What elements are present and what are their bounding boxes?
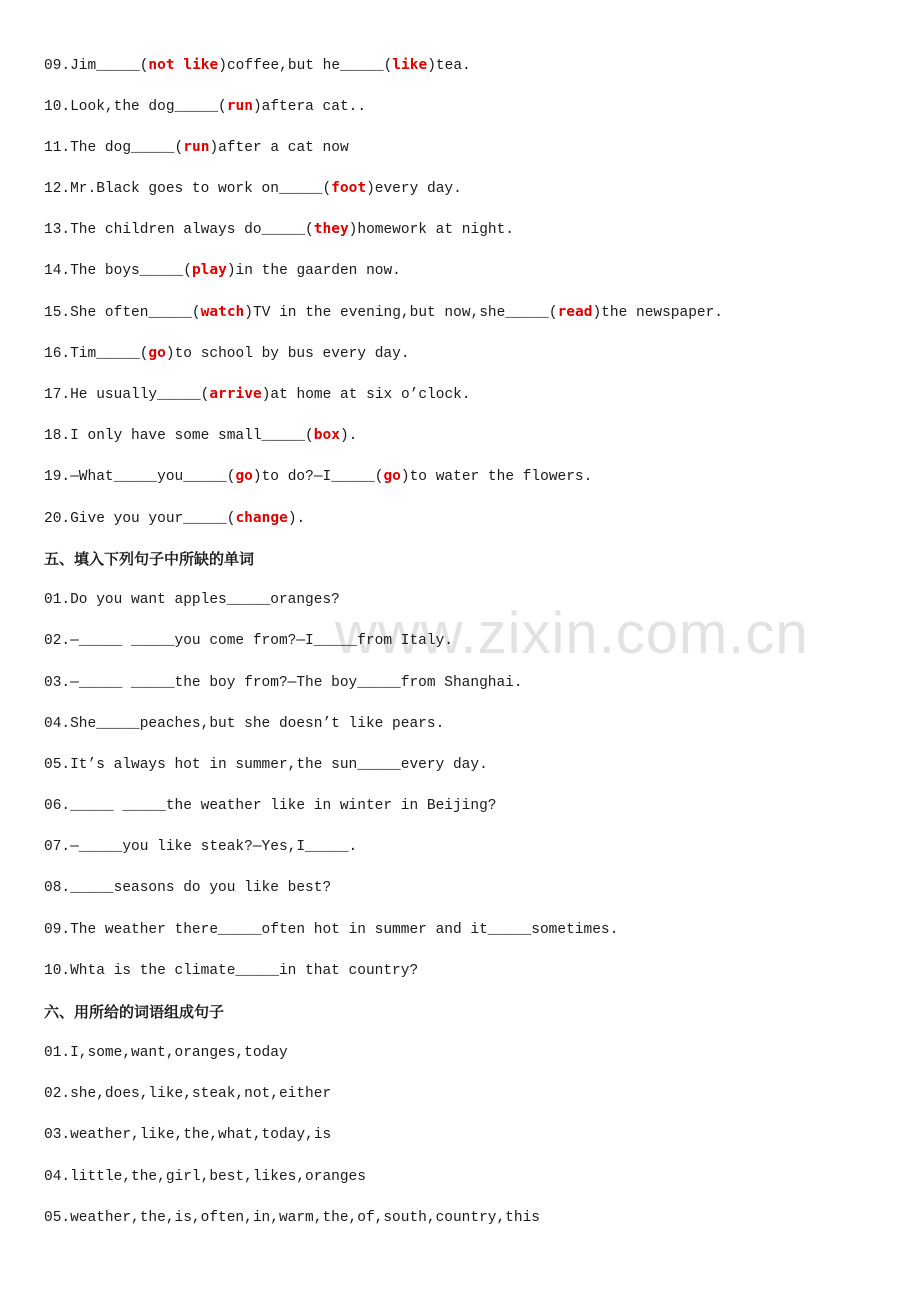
exercise-item: 04.She_____peaches,but she doesn’t like pears. xyxy=(44,716,445,732)
exercise-item: 15.She often_____(watch)TV in the evening,but now,she_____(read)the newspaper. xyxy=(44,304,724,321)
section-heading: 六、用所给的词语组成句子 xyxy=(44,1003,225,1021)
exercise-item: 10.Whta is the climate_____in that country? xyxy=(44,963,419,979)
exercise-item: 16.Tim_____(go)to school by bus every day. xyxy=(44,345,410,362)
exercise-item: 05.weather,the,is,often,in,warm,the,of,south,country,this xyxy=(44,1210,540,1226)
exercise-item: 18.I only have some small_____(box). xyxy=(44,427,358,444)
verb-hint: arrive xyxy=(209,386,262,402)
exercise-item: 01.Do you want apples_____oranges? xyxy=(44,592,340,608)
verb-hint: go xyxy=(148,345,166,361)
exercise-item: 10.Look,the dog_____(run)aftera cat.. xyxy=(44,98,367,115)
verb-hint: not like xyxy=(148,57,219,73)
watermark: www.zixin.com.cn xyxy=(335,601,809,666)
verb-hint: foot xyxy=(331,180,367,196)
exercise-item: 04.little,the,girl,best,likes,oranges xyxy=(44,1169,366,1185)
exercise-item: 12.Mr.Black goes to work on_____(foot)every day. xyxy=(44,180,462,197)
exercise-item: 09.Jim_____(not like)coffee,but he_____(like)tea. xyxy=(44,57,471,74)
exercise-item: 17.He usually_____(arrive)at home at six o’clock. xyxy=(44,386,471,403)
exercise-item: 03.weather,like,the,what,today,is xyxy=(44,1127,332,1143)
section-heading: 五、填入下列句子中所缺的单词 xyxy=(44,550,255,568)
exercise-item: 19.—What_____you_____(go)to do?—I_____(go)to water the flowers. xyxy=(44,468,593,485)
exercise-item: 20.Give you your_____(change). xyxy=(44,510,306,527)
verb-hint: play xyxy=(191,262,227,278)
verb-hint: run xyxy=(226,98,253,114)
exercise-item: 01.I,some,want,oranges,today xyxy=(44,1045,288,1061)
exercise-item: 05.It’s always hot in summer,the sun_____every day. xyxy=(44,757,488,773)
exercise-item: 02.she,does,like,steak,not,either xyxy=(44,1086,332,1102)
exercise-item: 02.—_____ _____you come from?—I_____from Italy. xyxy=(44,633,453,649)
verb-hint: watch xyxy=(200,304,245,320)
exercise-item: 13.The children always do_____(they)homework at night. xyxy=(44,221,514,238)
exercise-item: 06._____ _____the weather like in winter in Beijing? xyxy=(44,798,497,814)
verb-hint: box xyxy=(313,427,340,443)
verb-hint: like xyxy=(392,57,428,73)
exercise-item: 11.The dog_____(run)after a cat now xyxy=(44,139,349,156)
exercise-item: 09.The weather there_____often hot in summer and it_____sometimes. xyxy=(44,922,619,938)
exercise-item: 14.The boys_____(play)in the gaarden now. xyxy=(44,262,401,279)
verb-hint: read xyxy=(557,304,593,320)
verb-hint: run xyxy=(183,139,210,155)
verb-hint: change xyxy=(235,510,288,526)
verb-hint: go xyxy=(383,468,401,484)
exercise-item: 08._____seasons do you like best? xyxy=(44,880,332,896)
verb-hint: go xyxy=(235,468,253,484)
exercise-item: 03.—_____ _____the boy from?—The boy_____from Shanghai. xyxy=(44,675,523,691)
verb-hint: they xyxy=(313,221,349,237)
exercise-item: 07.—_____you like steak?—Yes,I_____. xyxy=(44,839,358,855)
